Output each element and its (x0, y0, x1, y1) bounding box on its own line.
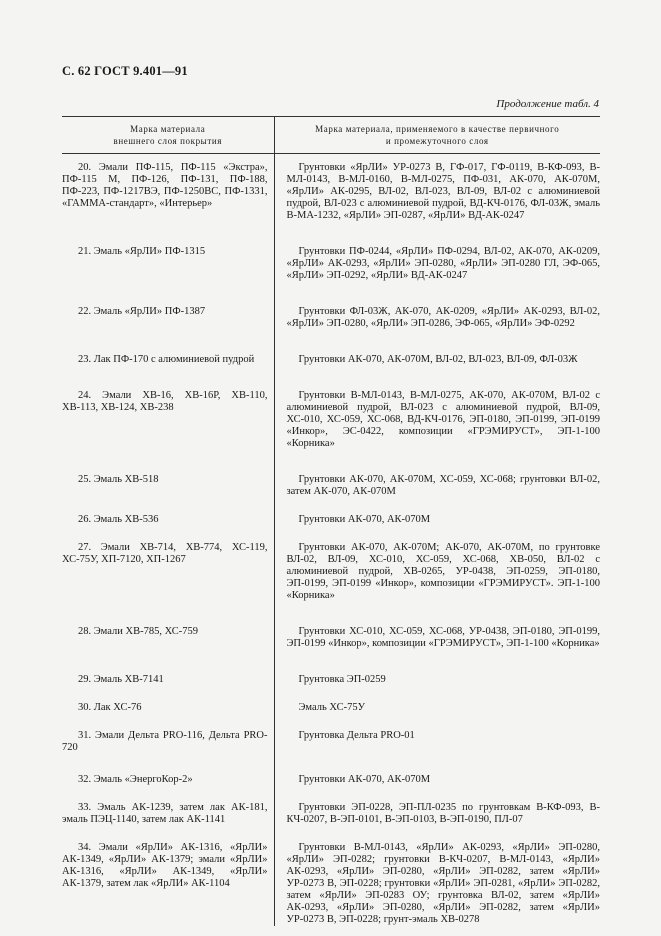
primer-layer-cell: Грунтовки АК-070, АК-070М, ВЛ-02, ВЛ-023, ВЛ-09, ФЛ-03Ж (298, 354, 578, 365)
outer-layer-cell: 29. Эмаль ХВ-7141 (62, 650, 274, 686)
primer-layer-cell: Грунтовки АК-070, АК-070М; АК-070, АК-070М, по грунтовке ВЛ-02, ВЛ-09, ХС-010, ХС-059, ХС-068, ХВ-050, ВЛ-02 с алюминиевой пудрой, ХВ-0265, УР-0438, ЭП-0259, ЭП-0180, ЭП-0199, ЭП-0199 «Инкор», композиции «ГРЭМИРУСТ». ЭП-1-100 «Корника» (286, 542, 600, 601)
table-row (62, 526, 600, 602)
table-row (62, 786, 600, 826)
table-header-row (62, 117, 600, 154)
outer-layer-cell: 26. Эмаль ХВ-536 (62, 498, 274, 526)
table-row (62, 222, 600, 282)
outer-layer-cell: 28. Эмали ХВ-785, ХС-759 (62, 602, 274, 650)
primer-layer-cell: Грунтовки ПФ-0244, «ЯрЛИ» ПФ-0294, ВЛ-02, АК-070, АК-0209, «ЯрЛИ» АК-0293, «ЯрЛИ» ЭП-0280, «ЯрЛИ» ЭП-0280 ГЛ, ЭФ-065, «ЯрЛИ» ЭП-0292, «ЯрЛИ» ВД-АК-0247 (286, 246, 600, 281)
outer-layer-cell: 21. Эмаль «ЯрЛИ» ПФ-1315 (62, 222, 274, 282)
table-row (62, 498, 600, 526)
table-row (62, 826, 600, 926)
outer-layer-cell: 24. Эмали ХВ-16, ХВ-16Р, ХВ-110, ХВ-113, ХВ-124, ХВ-238 (62, 366, 274, 450)
primer-layer-cell: Грунтовки АК-070, АК-070М (298, 514, 431, 525)
page-header: С. 62 ГОСТ 9.401—91 (62, 64, 188, 78)
header-primer-layer: Марка материала, применяемого в качестве первичного и промежуточного слоя (274, 117, 600, 154)
outer-layer-cell: 32. Эмаль «ЭнергоКор-2» (62, 754, 274, 786)
table-row (62, 754, 600, 786)
table-continued-label: Продолжение табл. 4 (496, 98, 599, 110)
primer-layer-cell: Грунтовки В-МЛ-0143, «ЯрЛИ» АК-0293, «ЯрЛИ» ЭП-0280, «ЯрЛИ» ЭП-0282; грунтовки В-КЧ-0207, В-МЛ-0143, «ЯрЛИ» АК-0293, «ЯрЛИ» ЭП-0280, «ЯрЛИ» ЭП-0282, затем «ЯрЛИ» УР-0273 В, ЭП-0228; грунтовки «ЯрЛИ» ЭП-0281, «ЯрЛИ» ЭП-0282, затем «ЯрЛИ» ЭП-0283 ОУ; грунтовка ВЛ-02, затем «ЯрЛИ» АК-0293, «ЯрЛИ» ЭП-0280, «ЯрЛИ» ЭП-0282, затем «ЯрЛИ» УР-0273 В, ЭП-0228; грунт-эмаль ХВ-0278 (286, 842, 600, 925)
materials-table (62, 116, 600, 926)
outer-layer-cell: 33. Эмаль АК-1239, затем лак АК-181, эмаль ПЭЦ-1140, затем лак АК-1141 (62, 786, 274, 826)
primer-layer-cell: Грунтовки АК-070, АК-070М (298, 774, 431, 785)
primer-layer-cell: Грунтовки АК-070, АК-070М, ХС-059, ХС-068; грунтовки ВЛ-02, затем АК-070, АК-070М (286, 474, 600, 497)
outer-layer-cell: 20. Эмали ПФ-115, ПФ-115 «Экстра», ПФ-115 М, ПФ-126, ПФ-131, ПФ-188, ПФ-223, ПФ-1217ВЭ, ПФ-1250ВС, ПФ-1331, «ГАММА-стандарт», «Интерьер» (62, 154, 274, 223)
table-row (62, 714, 600, 754)
table-row (62, 282, 600, 330)
outer-layer-cell: 31. Эмали Дельта PRO-116, Дельта PRO-720 (62, 714, 274, 754)
table-row (62, 154, 600, 223)
header-outer-layer: Марка материала внешнего слоя покрытия (62, 117, 274, 154)
table-row (62, 330, 600, 366)
primer-layer-cell: Грунтовки ЭП-0228, ЭП-ПЛ-0235 по грунтовкам В-КФ-093, В-КЧ-0207, В-ЭП-0101, В-ЭП-0103, В-ЭП-0190, ПЛ-07 (286, 802, 600, 825)
outer-layer-cell: 23. Лак ПФ-170 с алюминиевой пудрой (62, 330, 274, 366)
primer-layer-cell: Грунтовки В-МЛ-0143, В-МЛ-0275, АК-070, АК-070М, ВЛ-02 с алюминиевой пудрой, ВЛ-023 с алюминиевой пудрой, ВЛ-09, ХС-010, ХС-059, ХС-068, ВД-КЧ-0176, ЭП-0180, ЭП-0199, ЭП-0199 «Инкор», ЭС-0422, композиции «ГРЭМИРУСТ», ЭП-1-100 «Корника» (286, 390, 600, 449)
outer-layer-cell: 27. Эмали ХВ-714, ХВ-774, ХС-119, ХС-75У, ХП-7120, ХП-1267 (62, 526, 274, 602)
outer-layer-cell: 25. Эмаль ХВ-518 (62, 450, 274, 498)
outer-layer-cell: 22. Эмаль «ЯрЛИ» ПФ-1387 (62, 282, 274, 330)
table-row (62, 366, 600, 450)
primer-layer-cell: Эмаль ХС-75У (298, 702, 366, 713)
primer-layer-cell: Грунтовки ХС-010, ХС-059, ХС-068, УР-0438, ЭП-0180, ЭП-0199, ЭП-0199 «Инкор», композиции «ГРЭМИРУСТ», ЭП-1-100 «Корника» (286, 626, 600, 649)
primer-layer-cell: Грунтовка Дельта PRO-01 (298, 730, 415, 741)
table-row (62, 686, 600, 714)
primer-layer-cell: Грунтовка ЭП-0259 (298, 674, 386, 685)
primer-layer-cell: Грунтовки «ЯрЛИ» УР-0273 В, ГФ-017, ГФ-0119, В-КФ-093, В-МЛ-0143, В-МЛ-0160, В-МЛ-0275, ПФ-031, АК-070, АК-070М, «ЯрЛИ» АК-0295, ВЛ-02, ВЛ-023, ВЛ-09, ВЛ-02 с алюминиевой пудрой, ВЛ-023 с алюминиевой пудрой, ВД-КЧ-0176, ФЛ-03Ж, эмаль В-МА-1232, «ЯрЛИ» ЭП-0287, «ЯрЛИ» ВД-АК-0247 (286, 162, 600, 221)
table-row (62, 650, 600, 686)
table-row (62, 450, 600, 498)
outer-layer-cell: 30. Лак ХС-76 (62, 686, 274, 714)
primer-layer-cell: Грунтовки ФЛ-03Ж, АК-070, АК-0209, «ЯрЛИ» АК-0293, ВЛ-02, «ЯрЛИ» ЭП-0280, «ЯрЛИ» ЭП-0286, ЭФ-065, «ЯрЛИ» ЭФ-0292 (286, 306, 600, 329)
outer-layer-cell: 34. Эмали «ЯрЛИ» АК-1316, «ЯрЛИ» АК-1349, «ЯрЛИ» АК-1379; эмали «ЯрЛИ» АК-1316, «ЯрЛИ» АК-1349, «ЯрЛИ» АК-1379, затем лак «ЯрЛИ» АК-1104 (62, 826, 274, 926)
table-row (62, 602, 600, 650)
